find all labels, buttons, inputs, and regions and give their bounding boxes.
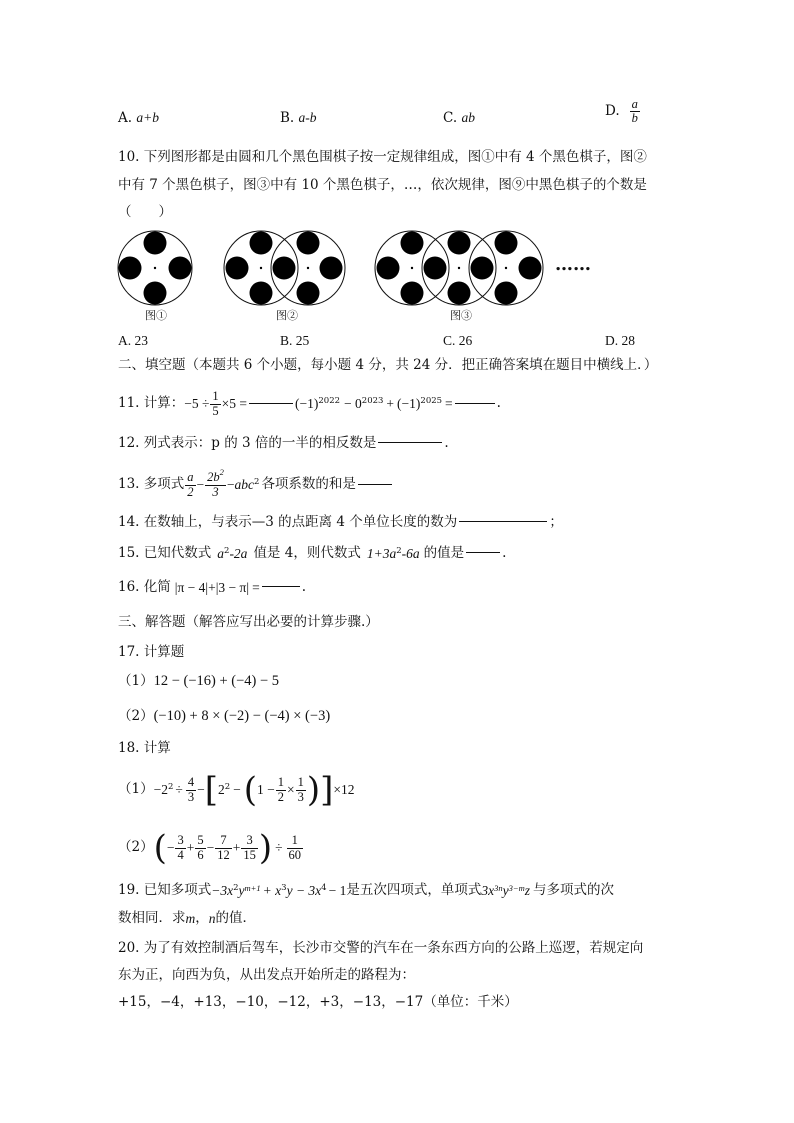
- q11-expr: − 0: [344, 396, 362, 412]
- q18-part2: [118, 823, 304, 873]
- answer-blank[interactable]: [262, 585, 300, 587]
- q16-prefix: 16. 化简: [118, 579, 171, 595]
- figure-3: [375, 231, 543, 305]
- answer-blank[interactable]: [466, 551, 500, 553]
- exponent: 3n: [494, 882, 503, 893]
- exponent: 2: [167, 781, 174, 792]
- q19-expr: y: [502, 883, 509, 899]
- q18-op: ÷: [275, 840, 283, 856]
- numerator: a: [631, 97, 638, 111]
- right-paren: ): [306, 770, 321, 810]
- option-label: B.: [280, 110, 295, 126]
- q11-expr: =: [445, 396, 453, 412]
- q19-expr: y: [238, 883, 245, 899]
- q10-line2: 中有 7 个黑色棋子，图③中有 10 个黑色棋子，…，依次规律，图⑨中黑色棋子的个数是: [118, 177, 647, 193]
- exponent: 3: [281, 882, 287, 893]
- numerator: 2b: [207, 470, 220, 485]
- q18-op: ×: [287, 782, 295, 798]
- figure-2-label: 图②: [276, 309, 298, 322]
- q10-option-c: C. 26: [443, 333, 473, 348]
- part-label: （1）: [118, 781, 154, 798]
- section-3-heading: 三、解答题（解答应写出必要的计算步骤.）: [118, 614, 379, 630]
- q15-expr: a: [217, 546, 225, 561]
- q18-expr: 2: [217, 782, 225, 798]
- q11-prefix: 11. 计算：: [118, 395, 185, 412]
- q11-expr: (−1): [295, 396, 319, 412]
- numerator: 7: [220, 833, 227, 848]
- q19-line1: [118, 880, 614, 902]
- left-paren: (: [153, 828, 167, 868]
- denominator: 2: [187, 484, 194, 499]
- answer-blank[interactable]: [378, 441, 442, 443]
- q19-var: n: [208, 911, 216, 926]
- q9-option-c: [443, 111, 475, 126]
- option-expr: a-b: [298, 110, 317, 125]
- q20-line3: +15，−4，+13，−10，−12，+3，−13，−17（单位：千米）: [118, 994, 518, 1010]
- exponent: 2: [224, 781, 231, 792]
- fraction: [175, 834, 185, 861]
- q11-expr: −5 ÷: [184, 396, 210, 412]
- q11-expr: ×5 =: [221, 396, 248, 412]
- q10-line1: 10. 下列图形都是由圆和几个黑色围棋子按一定规律组成，图①中有 4 个黑色棋子，图②: [118, 149, 647, 165]
- left-bracket: [: [204, 770, 218, 810]
- q18-expr: 1 −: [257, 782, 275, 798]
- q10-option-d: D. 28: [605, 333, 635, 348]
- q17-part1: [118, 674, 279, 689]
- q19-expr: + x: [262, 883, 282, 899]
- option-label: A.: [118, 110, 133, 126]
- q13: [118, 464, 394, 506]
- fraction: [287, 834, 304, 861]
- denominator: 12: [217, 847, 230, 862]
- ellipsis: ……: [555, 254, 591, 275]
- q12-end: .: [444, 435, 449, 451]
- q9-option-a: [118, 111, 159, 126]
- part-label: （1）: [118, 672, 154, 689]
- answer-blank[interactable]: [249, 402, 293, 404]
- q13-prefix: 13. 多项式: [118, 476, 185, 493]
- q13-term: abc: [234, 477, 255, 493]
- option-label: C.: [443, 110, 458, 126]
- exponent: 2022: [318, 395, 341, 406]
- q15-expr: -6a: [401, 546, 420, 561]
- answer-blank[interactable]: [455, 402, 495, 404]
- q12: [118, 437, 449, 451]
- q16-expr: |π − 4|: [174, 580, 209, 595]
- option-label: D.: [605, 102, 620, 119]
- q16-op: +: [208, 580, 216, 595]
- fraction-a-over-b: [630, 98, 640, 125]
- q18-op: −: [206, 840, 215, 856]
- numerator: 1: [212, 389, 219, 404]
- denominator: 6: [197, 847, 204, 862]
- exponent: m+1: [244, 882, 261, 893]
- q19-expr: 3x: [481, 883, 495, 899]
- fraction: [186, 776, 196, 803]
- numerator: 5: [197, 833, 204, 848]
- q19-text: ，: [195, 910, 209, 926]
- fraction: [195, 834, 205, 861]
- q18-expr: −2: [153, 782, 168, 798]
- q15-end: .: [502, 545, 507, 561]
- q15-text: 的值是: [423, 545, 465, 561]
- q19-text: 的值．: [215, 910, 256, 926]
- answer-blank[interactable]: [459, 520, 547, 522]
- q18-op: +: [232, 840, 241, 856]
- q18-op: +: [186, 840, 195, 856]
- q17-title: 17. 计算题: [118, 644, 185, 660]
- q9-option-b: [280, 111, 317, 126]
- right-paren: ): [258, 828, 273, 868]
- q11-expr: +: [386, 396, 395, 412]
- part-label: （2）: [118, 707, 154, 724]
- q19-line2: [118, 912, 256, 926]
- denominator: 5: [212, 403, 219, 418]
- q16-end: .: [301, 579, 306, 595]
- q19-expr: − 1: [328, 883, 347, 899]
- option-expr: ab: [461, 110, 475, 125]
- denominator: b: [631, 111, 638, 126]
- part-label: （2）: [118, 839, 154, 856]
- exponent: 2: [224, 545, 230, 556]
- q16: [118, 581, 306, 595]
- q10-option-a: A. 23: [118, 333, 148, 348]
- q14-end: ；: [549, 514, 563, 530]
- denominator: 3: [187, 789, 195, 804]
- fraction-2b2-3: [205, 467, 226, 499]
- exponent: 4: [321, 882, 327, 893]
- figure-3-label: 图③: [450, 309, 472, 322]
- exponent: 2: [254, 476, 260, 487]
- exponent: 2: [233, 882, 239, 893]
- q11-expr: (−1): [397, 396, 421, 412]
- figure-2: [224, 231, 345, 305]
- q18-part1: [118, 764, 355, 816]
- fraction: [241, 834, 258, 861]
- fraction: [215, 834, 232, 861]
- q20-line2: 东为正，向西为负，从出发点开始所走的路程为：: [118, 967, 415, 983]
- fraction-a-2: [185, 471, 195, 498]
- q19-expr: y − 3x: [286, 883, 322, 899]
- q13-op: −: [226, 477, 235, 493]
- q15-text: 15. 已知代数式: [118, 545, 212, 561]
- q19-expr: −3x: [211, 883, 234, 899]
- q17-part2: [118, 709, 330, 724]
- exponent: 3−m: [508, 882, 525, 893]
- numerator: 1: [277, 775, 285, 790]
- numerator: 3: [177, 833, 184, 848]
- numerator: 4: [187, 775, 195, 790]
- figure-1: [118, 231, 192, 305]
- q16-op: =: [252, 580, 260, 595]
- left-paren: (: [243, 770, 258, 810]
- q19-expr: z: [524, 883, 530, 899]
- option-expr: a+b: [136, 110, 159, 125]
- q18-expr: ×12: [333, 782, 355, 798]
- q12-text: 12. 列式表示：p 的 3 倍的一半的相反数是: [118, 435, 377, 451]
- q18-op: ÷: [175, 782, 183, 798]
- figure-1-label: 图①: [145, 309, 167, 322]
- q19-text: 是五次四项式，单项式: [346, 882, 482, 899]
- q14-text: 14. 在数轴上，与表示—3 的点距离 4 个单位长度的数为: [118, 514, 458, 530]
- exponent: 2: [219, 467, 224, 478]
- denominator: 2: [277, 789, 285, 804]
- denominator: 60: [288, 847, 302, 862]
- q9-option-d: [605, 98, 641, 125]
- q15-expr: -2a: [229, 546, 248, 561]
- right-bracket: ]: [320, 770, 334, 810]
- denominator: 3: [205, 485, 226, 499]
- section-2-heading: 二、填空题（本题共 6 个小题，每小题 4 分，共 24 分．把正确答案填在题目中横线上．）: [118, 357, 658, 373]
- denominator: 15: [243, 847, 256, 862]
- numerator: 1: [291, 833, 298, 848]
- exponent: 2025: [420, 395, 443, 406]
- q10-answer-paren: （ ）: [118, 204, 172, 220]
- exponent: 2023: [361, 395, 384, 406]
- q19-text: 与多项式的次: [532, 882, 614, 899]
- q17-p2-expr: (−10) + 8 × (−2) − (−4) × (−3): [153, 708, 331, 724]
- q18-op: −: [166, 840, 175, 856]
- q10-option-b: B. 25: [280, 333, 310, 348]
- q11-end: .: [496, 395, 501, 412]
- fraction-1-5: [210, 390, 220, 417]
- answer-blank[interactable]: [358, 483, 392, 485]
- q19-var: m: [185, 911, 196, 926]
- q13-suffix: 各项系数的和是: [261, 476, 356, 493]
- q17-p1-expr: 12 − (−16) + (−4) − 5: [153, 673, 280, 689]
- q13-op: −: [196, 477, 205, 493]
- q15: [118, 547, 506, 561]
- q10-figures: [110, 224, 610, 334]
- q15-expr: 1+3a: [366, 546, 397, 561]
- numerator: 1: [297, 775, 304, 790]
- q20-line1: 20. 为了有效控制酒后驾车，长沙市交警的汽车在一条东西方向的公路上巡逻，若规定向: [118, 940, 644, 956]
- q18-op: −: [197, 782, 205, 798]
- q18-title: 18. 计算: [118, 740, 171, 756]
- numerator: a: [187, 470, 194, 485]
- q16-expr: |3 − π|: [215, 580, 250, 595]
- denominator: 3: [297, 789, 304, 804]
- q19-text: 19. 已知多项式: [118, 882, 212, 899]
- exponent: 2: [396, 545, 402, 556]
- fraction: [276, 776, 286, 803]
- q18-op: −: [233, 782, 241, 798]
- q14: [118, 516, 563, 530]
- denominator: 4: [177, 847, 184, 862]
- q15-text: 值是 4，则代数式: [253, 545, 361, 561]
- numerator: 3: [246, 833, 253, 848]
- q19-text: 数相同．求: [118, 910, 186, 926]
- fraction: [296, 776, 306, 803]
- q11: [118, 384, 501, 424]
